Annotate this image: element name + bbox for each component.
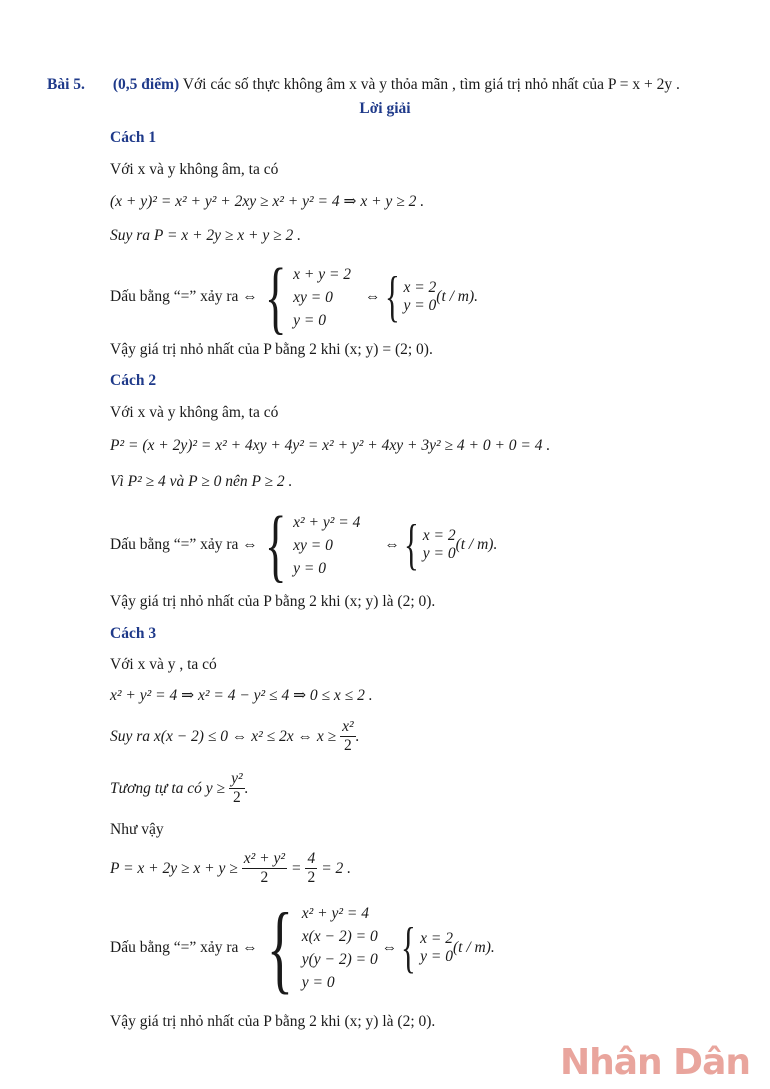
method3-line2: x² + y² = 4 ⇒ x² = 4 − y² ≤ 4 ⇒ 0 ≤ x ≤ 2 . <box>110 687 373 704</box>
method3-conclusion: Vậy giá trị nhỏ nhất của P bằng 2 khi (x; y) là (2; 0). <box>110 1013 436 1030</box>
method3-line6 <box>110 850 351 887</box>
brace-icon: { <box>403 514 419 576</box>
sys-line: y = 0 <box>403 297 437 314</box>
method3-line5: Như vậy <box>110 821 164 838</box>
frac-den: 2 <box>344 737 352 754</box>
method1-eq-prefix: Dấu bằng “=” xảy ra ⇔ <box>110 288 258 305</box>
sys-line: y = 0 <box>420 948 453 965</box>
sys-line: x + y = 2 <box>293 265 352 283</box>
fraction <box>229 770 245 807</box>
method3-line3-text: Suy ra x(x − 2) ≤ 0 ⇔ x² ≤ 2x ⇔ x ≥ <box>110 727 337 745</box>
method3-system2 <box>420 930 453 966</box>
brace-icon: { <box>384 266 400 328</box>
method2-tm: (t / m). <box>455 536 498 553</box>
method3-line6-end: = 2 . <box>321 859 352 877</box>
method3-line4-text: Tương tự ta có y ≥ <box>110 779 226 797</box>
brace-icon: { <box>266 892 293 1003</box>
frac-den: 2 <box>307 869 316 886</box>
method3-equality: Dấu bằng “=” xảy ra ⇔ { x² + y² = 4 x(x − 2) = 0 y(y − 2) = 0 y = 0 ⇔ { x = 2 y = 0 (t / m). <box>110 892 495 1003</box>
method3-line6-text: P = x + 2y ≥ x + y ≥ <box>110 859 238 877</box>
frac-num: 4 <box>307 850 316 867</box>
method1-line2: (x + y)² = x² + y² + 2xy ≥ x² + y² = 4 ⇒ x + y ≥ 2 . <box>110 193 425 210</box>
problem-number: Bài 5. <box>47 76 85 93</box>
frac-num: x² + y² <box>243 850 285 867</box>
method2-line3: Vì P² ≥ 4 và P ≥ 0 nên P ≥ 2 . <box>110 473 293 490</box>
method3-eq-prefix: Dấu bằng “=” xảy ra ⇔ <box>110 939 258 956</box>
method1-title: Cách 1 <box>110 129 157 146</box>
solution-title: Lời giải <box>359 100 411 117</box>
method3-title: Cách 3 <box>110 625 157 642</box>
sys-line: y = 0 <box>422 545 456 562</box>
frac-num: x² <box>342 718 354 735</box>
method1-system1 <box>293 263 351 332</box>
method2-title: Cách 2 <box>110 372 157 389</box>
problem-points: (0,5 điểm) <box>112 76 180 93</box>
method2-system2 <box>423 527 456 563</box>
method2-equality: Dấu bằng “=” xảy ra ⇔ { x² + y² = 4 xy = 0 y = 0 ⇔ { x = 2 y = 0 (t / m). <box>110 499 498 590</box>
method2-eq-prefix: Dấu bằng “=” xảy ra ⇔ <box>110 536 258 553</box>
fraction <box>305 850 317 887</box>
brace-icon: { <box>401 917 417 979</box>
fraction <box>242 850 287 887</box>
sys-line: y = 0 <box>293 311 326 329</box>
nhan-dan-watermark: Nhân Dân <box>559 1042 750 1083</box>
brace-icon: { <box>264 499 287 590</box>
method3-line4: Tương tự ta có y ≥ $\frac{\text{y²}}{2}$ . <box>110 770 249 806</box>
method1-system2 <box>403 279 436 315</box>
method2-system1 <box>293 511 360 580</box>
method1-line1: Với x và y không âm, ta có <box>110 161 279 178</box>
problem-text: Với các số thực không âm x và y thỏa mãn , tìm giá trị nhỏ nhất của P = x + 2y . <box>182 76 680 93</box>
method3-line3: Suy ra x(x − 2) ≤ 0 ⇔ x² ≤ 2x ⇔ x ≥ $\frac{\text{x²}}{2}$ . <box>110 718 360 754</box>
method1-equality: Dấu bằng “=” xảy ra ⇔ { x + y = 2 xy = 0 y = 0 ⇔ { x = 2 y = 0 (t / m). <box>110 251 479 342</box>
method1-tm: (t / m). <box>436 288 479 305</box>
frac-den: 2 <box>260 869 269 886</box>
sys-line: xy = 0 <box>293 288 333 306</box>
equals-sign: = <box>291 859 302 877</box>
sys-line: y = 0 <box>293 559 326 577</box>
sys-line: x = 2 <box>422 527 456 544</box>
method3-system1 <box>302 902 378 994</box>
method2-line2: P² = (x + 2y)² = x² + 4xy + 4y² = x² + y² + 4xy + 3y² ≥ 4 + 0 + 0 = 4 . <box>110 437 551 454</box>
sys-line: y(y − 2) = 0 <box>301 951 378 968</box>
fraction <box>340 718 356 755</box>
method1-conclusion: Vậy giá trị nhỏ nhất của P bằng 2 khi (x; y) = (2; 0). <box>110 341 433 358</box>
sys-line: x² + y² = 4 <box>293 513 361 531</box>
problem-statement <box>47 75 680 95</box>
sys-line: y = 0 <box>301 974 335 991</box>
sys-line: x(x − 2) = 0 <box>301 928 378 945</box>
method1-line3: Suy ra P = x + 2y ≥ x + y ≥ 2 . <box>110 227 302 244</box>
method2-line1: Với x và y không âm, ta có <box>110 404 279 421</box>
frac-den: 2 <box>232 789 241 806</box>
sys-line: x² + y² = 4 <box>301 905 369 922</box>
method3-tm: (t / m). <box>453 939 495 956</box>
method2-conclusion: Vậy giá trị nhỏ nhất của P bằng 2 khi (x; y) là (2; 0). <box>110 593 436 610</box>
sys-line: x = 2 <box>403 279 437 296</box>
brace-icon: { <box>264 251 287 342</box>
method3-line1: Với x và y , ta có <box>110 656 217 673</box>
sys-line: x = 2 <box>420 930 453 947</box>
sys-line: xy = 0 <box>293 536 333 554</box>
frac-num: y² <box>231 770 243 787</box>
